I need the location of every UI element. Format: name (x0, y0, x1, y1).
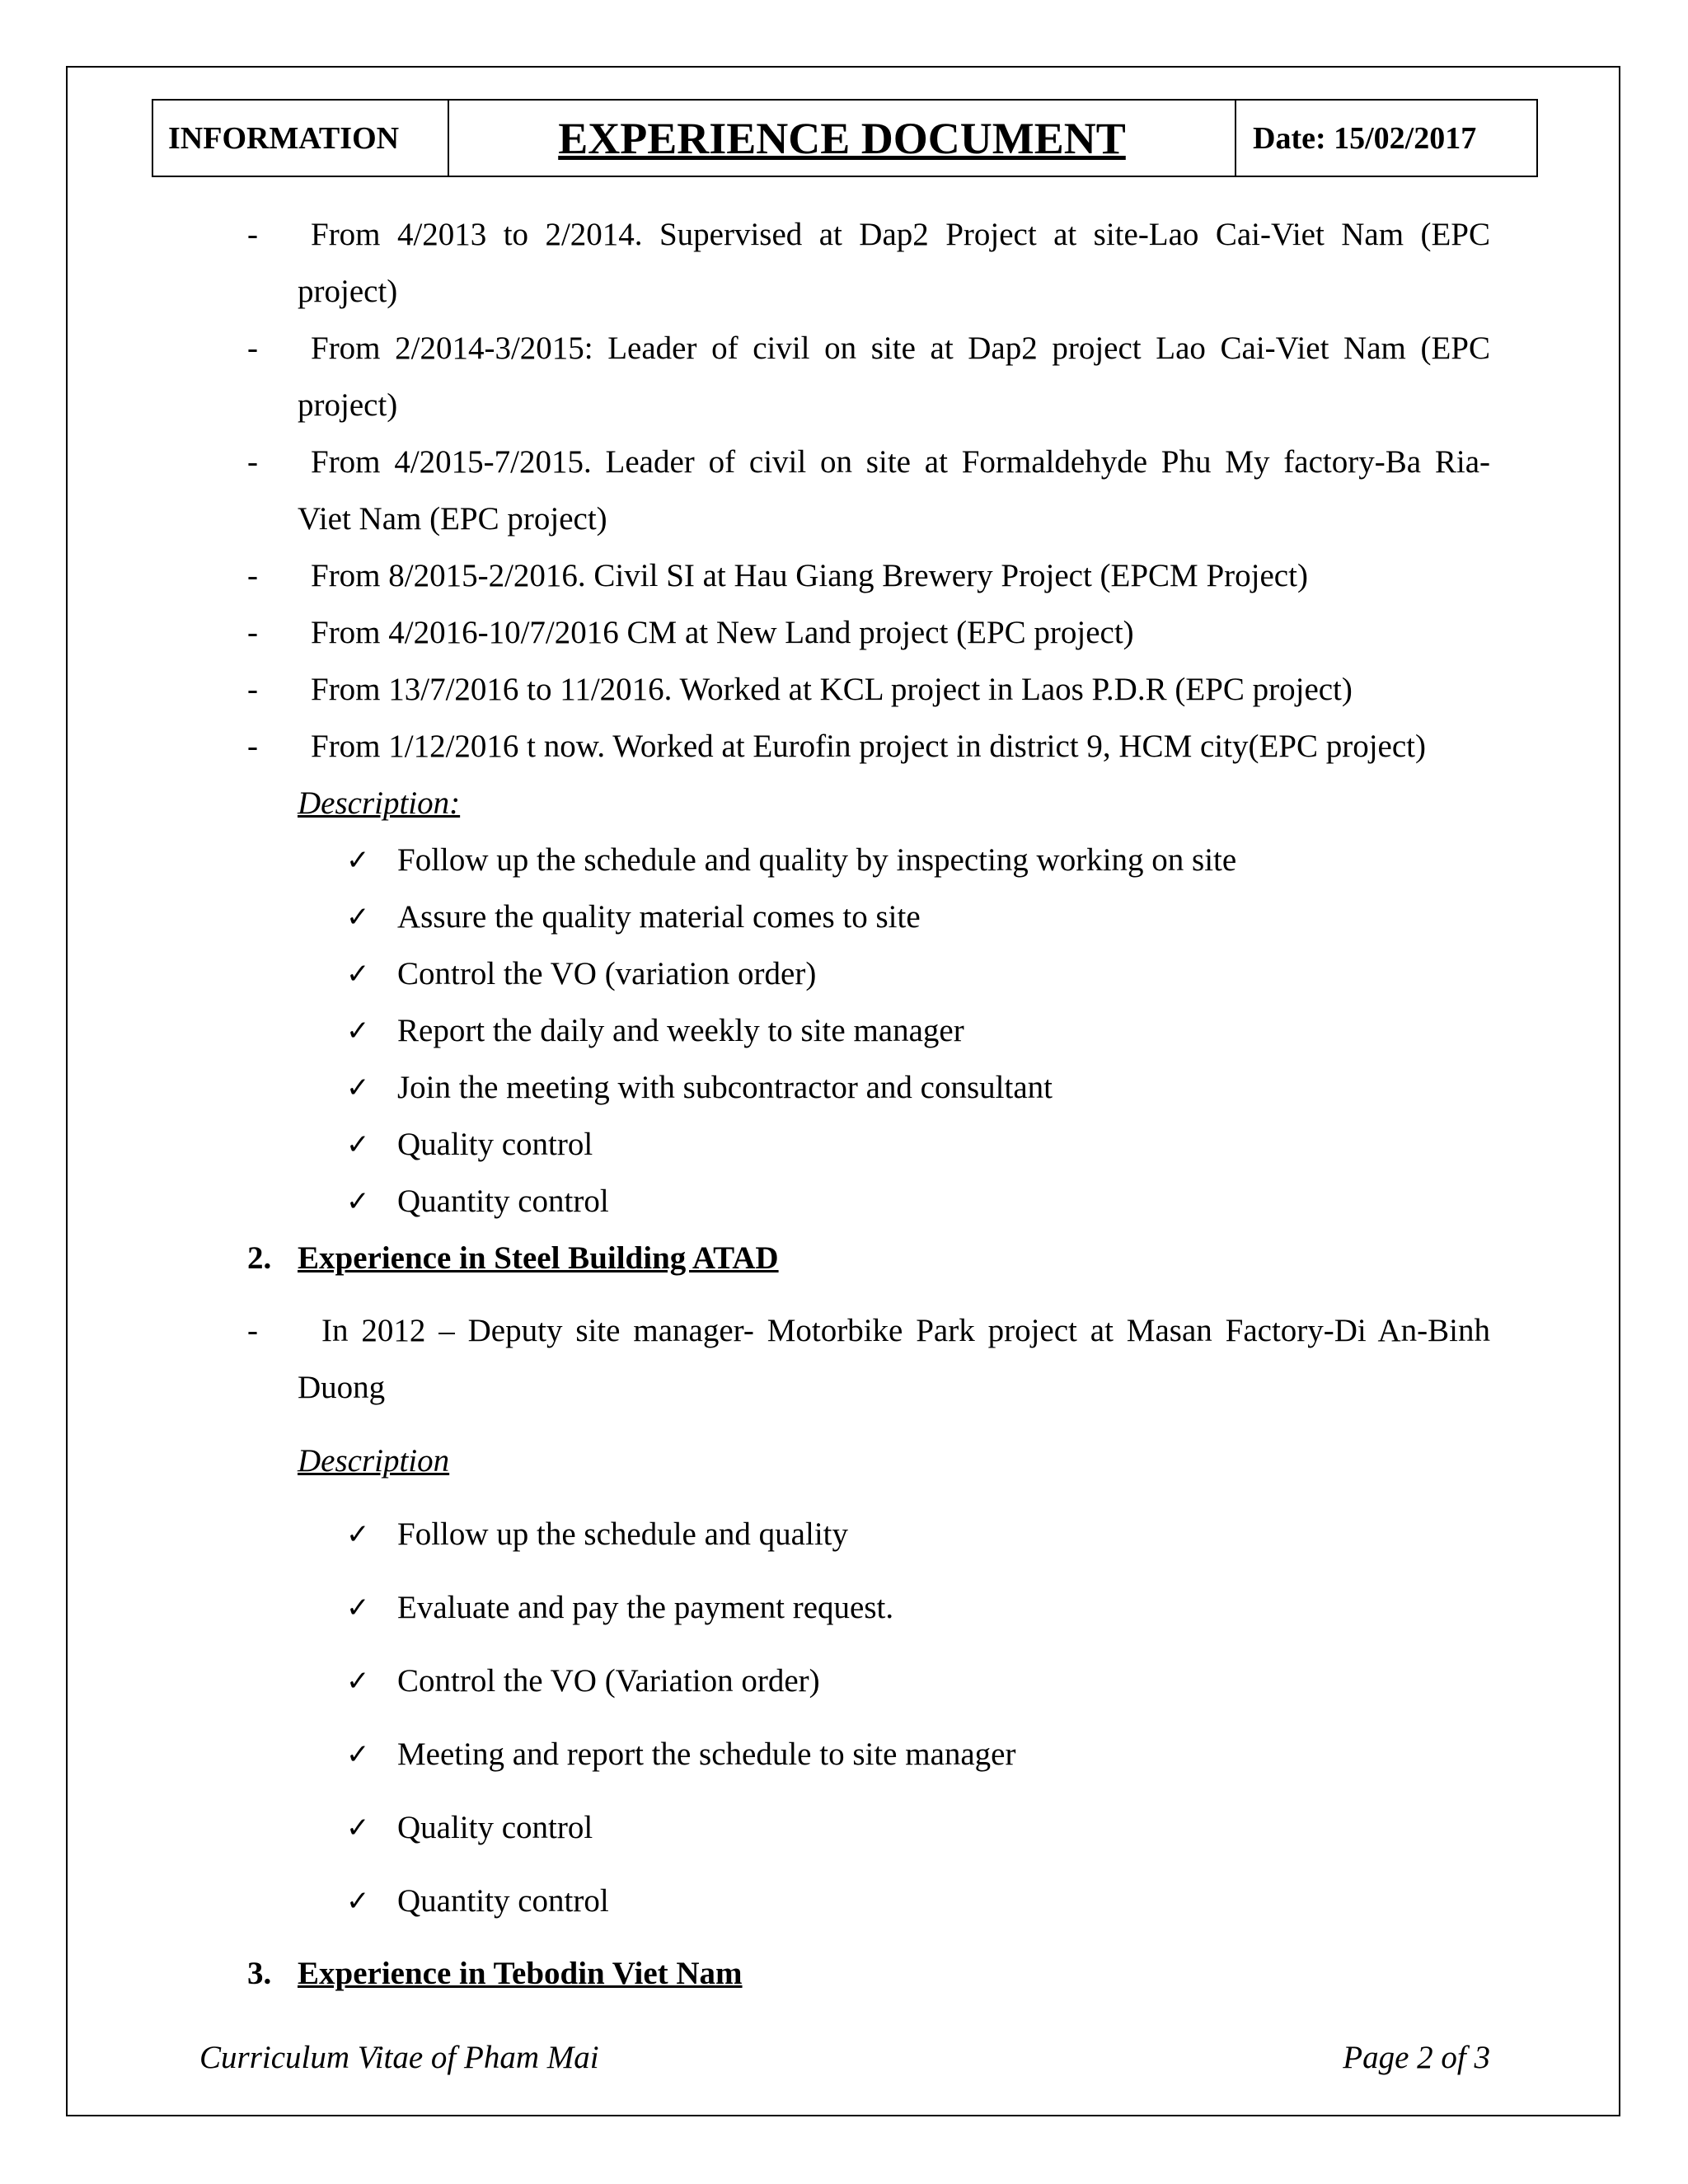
checkmark-icon: ✓ (346, 1738, 370, 1771)
checkmark-icon: ✓ (346, 844, 370, 877)
dash-bullet: - (247, 444, 258, 480)
description-item: Quality control (397, 1810, 593, 1845)
description-item: Control the VO (variation order) (397, 956, 817, 991)
description-item: Evaluate and pay the payment request. (397, 1590, 894, 1625)
document-title: EXPERIENCE DOCUMENT (449, 101, 1236, 176)
experience-entry-continued: Viet Nam (EPC project) (298, 501, 607, 537)
section-number: 2. (247, 1240, 272, 1276)
checkmark-icon: ✓ (346, 1591, 370, 1624)
footer-page-number: Page 2 of 3 (1343, 2040, 1490, 2075)
dash-bullet: - (247, 330, 258, 366)
description-item: Follow up the schedule and quality (397, 1516, 848, 1552)
checkmark-icon: ✓ (346, 1071, 370, 1104)
checkmark-icon: ✓ (346, 958, 370, 991)
experience-entry-continued: project) (298, 274, 398, 309)
checkmark-icon: ✓ (346, 1128, 370, 1161)
description-item: Quantity control (397, 1883, 609, 1919)
dash-bullet: - (247, 672, 258, 707)
section-number: 3. (247, 1956, 272, 1991)
description-item: Follow up the schedule and quality by inspecting working on site (397, 842, 1237, 878)
description-label: Description: (298, 785, 461, 821)
description-item: Quality control (397, 1127, 593, 1162)
checkmark-icon: ✓ (346, 1885, 370, 1918)
section-heading: Experience in Tebodin Viet Nam (298, 1956, 743, 1991)
dash-bullet: - (247, 558, 258, 593)
dash-bullet: - (247, 1313, 258, 1348)
dash-bullet: - (247, 615, 258, 650)
header-info-label: INFORMATION (153, 101, 449, 176)
checkmark-icon: ✓ (346, 1015, 370, 1047)
experience-entry: From 4/2013 to 2/2014. Supervised at Dap2 Project at site-Lao Cai-Viet Nam (EPC (311, 217, 1490, 252)
document-date: Date: 15/02/2017 (1253, 120, 1477, 156)
description-label: Description (298, 1443, 450, 1479)
checkmark-icon: ✓ (346, 901, 370, 934)
experience-entry: From 1/12/2016 t now. Worked at Eurofin project in district 9, HCM city(EPC project) (311, 729, 1427, 764)
description-item: Control the VO (Variation order) (397, 1663, 820, 1699)
experience-entry: From 13/7/2016 to 11/2016. Worked at KCL project in Laos P.D.R (EPC project) (311, 672, 1353, 707)
checkmark-icon: ✓ (346, 1518, 370, 1551)
experience-entry: In 2012 – Deputy site manager- Motorbike Park project at Masan Factory-Di An-Binh (321, 1313, 1490, 1348)
checkmark-icon: ✓ (346, 1811, 370, 1844)
description-item: Join the meeting with subcontractor and consultant (397, 1070, 1053, 1105)
description-item: Report the daily and weekly to site manager (397, 1013, 964, 1048)
footer-cv-name: Curriculum Vitae of Pham Mai (199, 2040, 599, 2075)
description-item: Meeting and report the schedule to site manager (397, 1736, 1016, 1772)
checkmark-icon: ✓ (346, 1665, 370, 1698)
section-heading: Experience in Steel Building ATAD (298, 1240, 779, 1276)
experience-entry: From 2/2014-3/2015: Leader of civil on site at Dap2 project Lao Cai-Viet Nam (EPC (311, 330, 1490, 366)
experience-entry: From 4/2015-7/2015. Leader of civil on site at Formaldehyde Phu My factory-Ba Ria- (311, 444, 1490, 480)
dash-bullet: - (247, 217, 258, 252)
checkmark-icon: ✓ (346, 1185, 370, 1218)
experience-entry: From 4/2016-10/7/2016 CM at New Land project (EPC project) (311, 615, 1134, 650)
experience-entry-continued: Duong (298, 1370, 386, 1405)
experience-entry: From 8/2015-2/2016. Civil SI at Hau Giang Brewery Project (EPCM Project) (311, 558, 1308, 593)
experience-entry-continued: project) (298, 387, 398, 423)
description-item: Assure the quality material comes to site (397, 899, 921, 935)
description-item: Quantity control (397, 1183, 609, 1219)
dash-bullet: - (247, 729, 258, 764)
